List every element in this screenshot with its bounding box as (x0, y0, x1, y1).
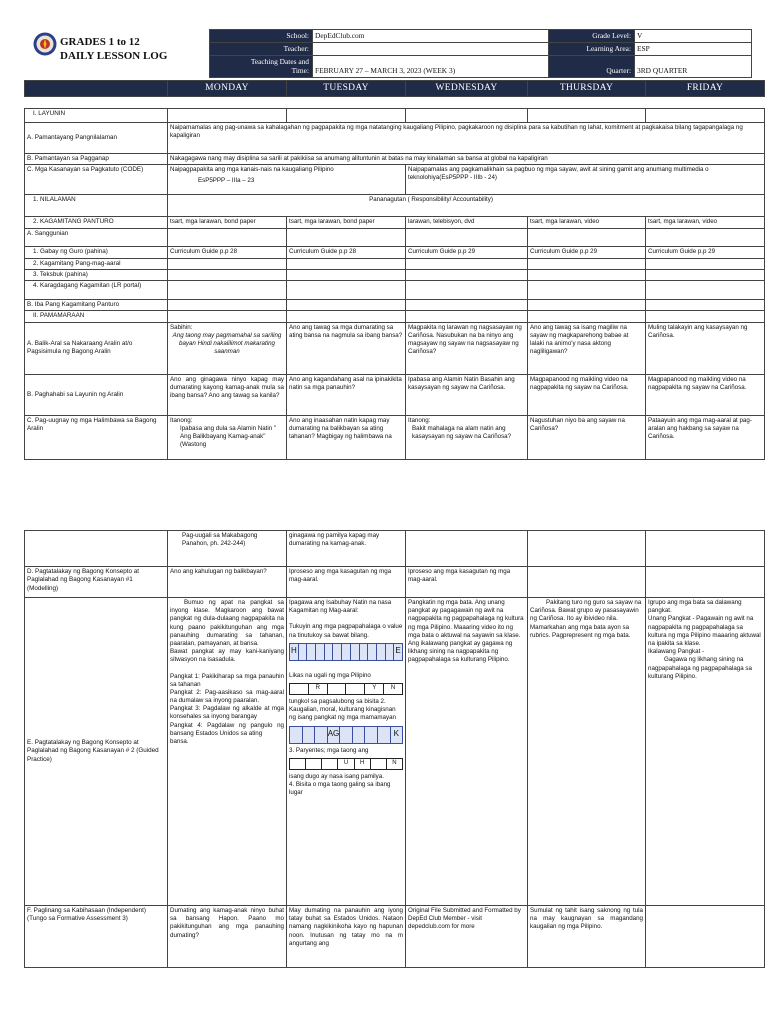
teksbuk-label: 3. Teksbuk (pahina) (25, 269, 168, 280)
balik-aral-thursday: Ano ang tawag sa isang magiliw na sayaw ng magkaparehong babae at lalaki na animo'y nasa aktong nagliligawan? (528, 322, 646, 374)
e-tuesday-p5: Kaugalian, moral, kulturang kinagisnan ng isang pangkat ng mga mamamayan (289, 706, 396, 722)
e-monday-end: bansa. (170, 738, 189, 745)
grade-label: Grade Level: (549, 30, 635, 43)
e-friday-p4: Gagawa ng likhang sining na nagpapahalaga ng pagpapahalaga sa kulturang Pilipino. (648, 656, 752, 680)
puzzle-1-cell (299, 644, 308, 660)
continuation-tuesday: ginagawa ng pamilya kapag may dumarating na kamag-anak. (287, 531, 406, 567)
pamantayang-pangnilalaman-label: A. Pamantayang Pangnilalaman (25, 123, 168, 154)
balik-aral-friday: Muling talakayin ang kasaysayan ng Cariñosa. (646, 322, 765, 374)
kasanayan-right: Naipapamalas ang pagkamalikhain sa pagbuo ng mga sayaw, awit at sining gamit ang anumang multimedia o teknolohiya(EsP5PPP - IIIb - 24) (406, 165, 765, 195)
word-puzzle-4 (289, 758, 403, 770)
e-tuesday-p3: Likas na ugali ng mga Pilipino (289, 671, 371, 679)
puzzle-3-cell: AG (328, 727, 341, 743)
school-label: School: (210, 30, 313, 43)
e-monday-group2: Pangkat 2: Pag-aasikaso sa mag-aaral na dumalaw sa inyong paaralan. (170, 688, 284, 705)
pag-uugnay-monday-text: Ipabasa ang dula sa Alamin Natin " Ang Balikbayang Kamag-anak" (Wastong (180, 424, 277, 449)
dates-label (210, 55, 313, 78)
puzzle-1-cell (360, 644, 369, 660)
puzzle-4-cell: U (338, 759, 354, 769)
area-value: ESP (635, 42, 752, 55)
deped-seal-icon (33, 32, 57, 56)
puzzle-2-cell (328, 684, 347, 694)
kagamitan-friday: tsart, mga larawan, video (646, 217, 765, 229)
puzzle-1-cell (333, 644, 342, 660)
pag-uugnay-friday: Pataayuin ang mga mag-aaral at pag-aralan ang hakbang sa sayaw na Cariñosa. (646, 415, 765, 459)
puzzle-2-cell: R (309, 684, 328, 694)
gabay-wednesday: Curriculum Guide p.p 29 (406, 247, 528, 258)
day-header-blank (25, 81, 168, 97)
paglinang-tuesday: May dumating na panauhin ang iyong tatay buhat sa Estados Unidos. Nataon namang nagkikinikoha kayo ng hapunan noon. Inutusan ng tatay mo na m angurtang ang (287, 906, 406, 968)
paghahabi-monday: Ano ang ginagawa ninyo kapag may dumarating kayong kamag-anak mula sa ibang bansa? Ano ang tawag sa kanila? (168, 374, 287, 415)
pag-uugnay-wednesday-text: Bakit mahalaga na alam natin ang kasaysayan ng sayaw na Cariñosa? (412, 424, 512, 441)
gabay-thursday: Curriculum Guide p.p 29 (528, 247, 646, 258)
puzzle-3-cell (315, 727, 328, 743)
sanggunian-label: A. Sanggunian (25, 229, 168, 247)
puzzle-1-cell: E (394, 644, 402, 660)
puzzle-4-cell (306, 759, 322, 769)
dates-value: FEBRUARY 27 – MARCH 3, 2023 (WEEK 3) (313, 55, 549, 78)
paghahabi-wednesday: Ipabasa ang Alamin Natin Basahin ang kasaysayan ng sayaw na Cariñosa. (406, 374, 528, 415)
pagtatalakay-1-monday: Ano ang kahulugan ng balikbayan? (168, 567, 287, 598)
puzzle-2-cell: N (390, 684, 396, 691)
lesson-table-part-1 (24, 108, 765, 460)
paghahabi-tuesday: Ano ang kagandahang asal na ipinakikita natin sa mga panauhin? (287, 374, 406, 415)
area-label: Learning Area: (549, 42, 635, 55)
puzzle-1-cell (386, 644, 395, 660)
e-thursday-text: Pakitang turo ng guro sa sayaw na Cariñosa. Bawat grupo ay pasasayawin ng Cariñosa. Ito ay ibivideo nila. Mamarkahan ang mga bata ayon sa rubrics. Pagprepresent ng mga bata. (530, 599, 642, 639)
day-wednesday: WEDNESDAY (406, 81, 528, 97)
pamantayan-sa-pagganap-label: B. Pamantayan sa Pagganap (25, 154, 168, 165)
puzzle-1-cell (351, 644, 360, 660)
pamamaraan-heading: II. PAMAMARAAN (25, 311, 168, 322)
iba-pang-kagamitan-label: B. Iba Pang Kagamitang Panturo (25, 300, 168, 311)
quarter-value: 3RD QUARTER (635, 55, 752, 78)
day-friday: FRIDAY (646, 81, 765, 97)
dates-label-2: Time: (291, 66, 309, 76)
pag-uugnay-monday-itanong: Itanong: (170, 416, 193, 424)
e-tuesday-p2: Tukuyin ang mga pagpapahalaga o value na tinutukoy sa bawat bilang. (289, 623, 403, 639)
kagamitan-wednesday: larawan, telebisyon, dvd (406, 217, 528, 229)
kagamitang-panturo-label: 2. KAGAMITANG PANTURO (25, 217, 168, 229)
lesson-table-part-2 (24, 530, 765, 968)
e-tuesday-p4: tungkol sa pagsalubong sa bisita 2. (289, 697, 386, 705)
day-monday: MONDAY (168, 81, 287, 97)
pagtatalakay-2-tuesday (287, 598, 406, 906)
kagamitan-monday: tsart, mga larawan, bond paper (168, 217, 287, 229)
school-value: DepEdClub.com (313, 30, 549, 43)
e-friday-p2: Unang Pangkat - Pagawain ng awit na nagpapakita ng pagpapahalaga sa kultura ng mga Pilipino maaaring aktuwal na ipakita sa klase. (648, 615, 761, 647)
pagtatalakay-2-monday (168, 598, 287, 906)
e-friday-p3: Ikalawang Pangkat - (648, 648, 705, 656)
pag-uugnay-wednesday (406, 415, 528, 459)
day-tuesday: TUESDAY (287, 81, 406, 97)
karagdagang-kagamitan-label: 4. Karagdagang Kagamitan (LR portal) (25, 281, 168, 300)
puzzle-1-cell (377, 644, 386, 660)
balik-aral-monday-prefix: Sabihin: (170, 323, 193, 331)
balik-aral-wednesday: Magpakita ng larawan ng nagsasayaw ng Cariñosa. Nasubukan na ba ninyo ang magsayaw ng sayaw na nagsasayaw ng Cariñosa? (406, 322, 528, 374)
puzzle-4-cell (371, 759, 387, 769)
puzzle-4-cell (322, 759, 338, 769)
paglinang-wednesday: Original File Submitted and Formatted by DepEd Club Member - visit depedclub.com for more (406, 906, 528, 968)
gabay-friday: Curriculum Guide p.p 29 (646, 247, 765, 258)
puzzle-4-cell: N (392, 759, 397, 766)
paglinang-thursday: Sumulat ng tahit isang saknong ng tula na may kaugnayan sa magandang kaugalian ng mga Pilipino. (528, 906, 646, 968)
puzzle-3-cell (365, 727, 378, 743)
header-info-table (209, 29, 752, 78)
title-line-1: GRADES 1 to 12 (60, 36, 140, 48)
puzzle-1-cell (368, 644, 377, 660)
word-puzzle-2 (289, 683, 403, 695)
kagamitan-tuesday: tsart, mga larawan, bond paper (287, 217, 406, 229)
balik-aral-monday-quote: Ang taong may pagmamahal sa sariling bayan Hindi nakalilimot makarating saanman (172, 331, 282, 356)
kasanayan-left (168, 165, 406, 195)
e-tuesday-p7: isang dugo ay nasa isang pamilya. (289, 772, 384, 780)
puzzle-1-cell (325, 644, 334, 660)
puzzle-4-cell (290, 759, 306, 769)
pag-uugnay-wednesday-itanong: Itanong: (408, 416, 431, 424)
balik-aral-label: A. Balik-Aral sa Nakaraang Aralin at/o Pagsisimula ng Bagong Aralin (25, 322, 168, 374)
pag-uugnay-tuesday: Ano ang inaasahan natin kapag may dumarating na balikbayan sa ating tahanan? Magbigay ng halimbawa na (287, 415, 406, 459)
pag-uugnay-thursday: Nagustuhan niyo ba ang sayaw na Cariñosa? (528, 415, 646, 459)
title-line-2: DAILY LESSON LOG (60, 50, 168, 62)
pamantayang-pangnilalaman-text: Naipamamalas ang pag-unawa sa kahalagahan ng pagpapakita ng mga natatanging kaugaliang Pilipino, pagkakaroon ng disiplina para sa kabutihan ng lahat, komitment at pagkakaisa bilang tagapangalaga ng kapaligiran (168, 123, 765, 154)
e-tuesday-p1: Ipagawa ang Isabuhay Natin na nasa Kagamitan ng Mag-aaral: (289, 599, 392, 615)
quarter-label: Quarter: (549, 55, 635, 78)
kagamitang-mag-aaral-label: 2. Kagamitang Pang-mag-aaral (25, 258, 168, 269)
gabay-monday: Curriculum Guide p.p 28 (168, 247, 287, 258)
puzzle-2-cell: Y (365, 684, 384, 694)
pagtatalakay-2-thursday (528, 598, 646, 906)
word-puzzle-3 (289, 726, 403, 744)
gabay-tuesday: Curriculum Guide p.p 28 (287, 247, 406, 258)
paglinang-label: F. Paglinang sa Kabihasaan (Independent) (Tungo sa Formative Assessment 3) (25, 906, 168, 968)
gabay-ng-guro-label: 1. Gabay ng Guro (pahina) (25, 247, 168, 258)
kagamitan-thursday: tsart, mga larawan, video (528, 217, 646, 229)
balik-aral-monday (168, 322, 287, 374)
puzzle-3-cell (340, 727, 353, 743)
teacher-value (313, 42, 549, 55)
e-monday-group1: Pangkat 1: Pakikiharap sa mga panauhin sa tahanan (170, 672, 284, 688)
kasanayan-left-code: EsP5PPP – IIIa – 23 (198, 177, 255, 185)
pag-uugnay-monday (168, 415, 287, 459)
pag-uugnay-label: C. Pag-uugnay ng mga Halimbawa sa Bagong Aralin (25, 415, 168, 459)
puzzle-3-cell (290, 727, 303, 743)
pagtatalakay-1-label: D. Pagtatalakay ng Bagong Konsepto at Paglalahad ng Bagong Kasanayan #1 (Modelling) (25, 567, 168, 598)
puzzle-3-cell (353, 727, 366, 743)
day-header-row (24, 80, 765, 97)
pagtatalakay-2-label: E. Pagtatalakay ng Bagong Konsepto at Paglalahad ng Bagong Kasanayan # 2 (Guided Practice) (25, 598, 168, 906)
paglinang-monday: Dumating ang kamag-anak ninyo buhat sa bansang Hapon. Paano mo pakikitunguhan ang mga panauhing dumating? (168, 906, 287, 968)
puzzle-3-cell: K (391, 727, 403, 743)
puzzle-3-cell (303, 727, 316, 743)
word-puzzle-1 (289, 643, 403, 661)
nilalaman-label: 1. NILALAMAN (25, 195, 168, 217)
puzzle-2-cell (290, 684, 309, 694)
dates-label-1: Teaching Dates and (250, 56, 309, 66)
pamantayan-sa-pagganap-text: Nakagagawa nang may disiplina sa sarili at pakikiisa sa anumang alituntunin at batas na may kinalaman sa bansa at global na kapaligiran (168, 154, 765, 165)
kasanayan-label: C. Mga Kasanayan sa Pagkatuto (CODE) (25, 165, 168, 195)
pagtatalakay-2-friday (646, 598, 765, 906)
pagtatalakay-2-wednesday: Pangkatin ng mga bata. Ang unang pangkat ay pagagawain ng awit na nagpapakita ng pagpapahalaga ng kultura ng mga Pilipino. Maaaring video ito ng mga bata o aktuwal na sayawin sa klase. Ang ikalawang pangkat ay gagawa ng likhang sining na nagpapakita ng pagpapahalaga sa kulturang Pilipino. (406, 598, 528, 906)
e-monday-group3: Pangkat 3: Pagdalaw ng alkalde at mga konsehales sa inyong barangay (170, 705, 284, 721)
e-tuesday-p6: 3. Paryentes; mga taong ang (289, 746, 369, 754)
balik-aral-tuesday: Ano ang tawag sa mga dumarating sa ating bansa na nagmula sa ibang bansa? (287, 322, 406, 374)
e-monday-p1: Bumuo ng apat na pangkat sa inyong klase. Magkaroon ang bawat pangkat ng dula-dulaang nagpapakita na kung paano pakikitunguhan ang mga panauhing dumarating sa tahanan, paaralan, pamayanan, at bansa. (170, 599, 284, 647)
layunin-heading: I. LAYUNIN (25, 109, 168, 123)
puzzle-3-cell (378, 727, 391, 743)
teacher-label: Teacher: (210, 42, 313, 55)
day-thursday: THURSDAY (528, 81, 646, 97)
kasanayan-left-line1: Naipagpapakita ang mga kanais-nais na kaugaliang Pilipino (170, 166, 334, 174)
e-monday-p2: Bawat pangkat ay may kani-kaniyang sitwasyon na isasadula. (170, 648, 284, 664)
puzzle-1-cell (307, 644, 316, 660)
nilalaman-text: Pananagutan ( Responsibility/ Accountability) (168, 195, 765, 217)
puzzle-1-cell: H (290, 644, 299, 660)
continuation-monday: Pag-uugali sa Makabagong Panahon, ph. 242-244) (168, 531, 287, 567)
puzzle-1-cell (342, 644, 351, 660)
e-monday-group4: Pangkat 4: Pagdalaw ng pangulo ng bansang Estados Unidos sa ating (170, 721, 284, 737)
paghahabi-label: B. Paghahabi sa Layunin ng Aralin (25, 374, 168, 415)
e-tuesday-p8: 4. Bisita o mga taong galing sa ibang lugar (289, 780, 391, 797)
puzzle-2-cell (346, 684, 365, 694)
puzzle-4-cell: H (355, 759, 371, 769)
paghahabi-friday: Magpapanood ng maikling video na nagpapakita ng sayaw na Cariñosa. (646, 374, 765, 415)
e-friday-p1: Igrupo ang mga bata sa dalawang pangkat. (648, 599, 742, 615)
pagtatalakay-1-tuesday: Iproseso ang mga kasagutan ng mga mag-aaral. (287, 567, 406, 598)
pagtatalakay-1-wednesday: Iproseso ang mga kasagutan ng mga mag-aaral. (406, 567, 528, 598)
paghahabi-thursday: Magpapanood ng maikling video na nagpapakita ng sayaw na Cariñosa. (528, 374, 646, 415)
grade-value: V (635, 30, 752, 43)
puzzle-1-cell (316, 644, 325, 660)
